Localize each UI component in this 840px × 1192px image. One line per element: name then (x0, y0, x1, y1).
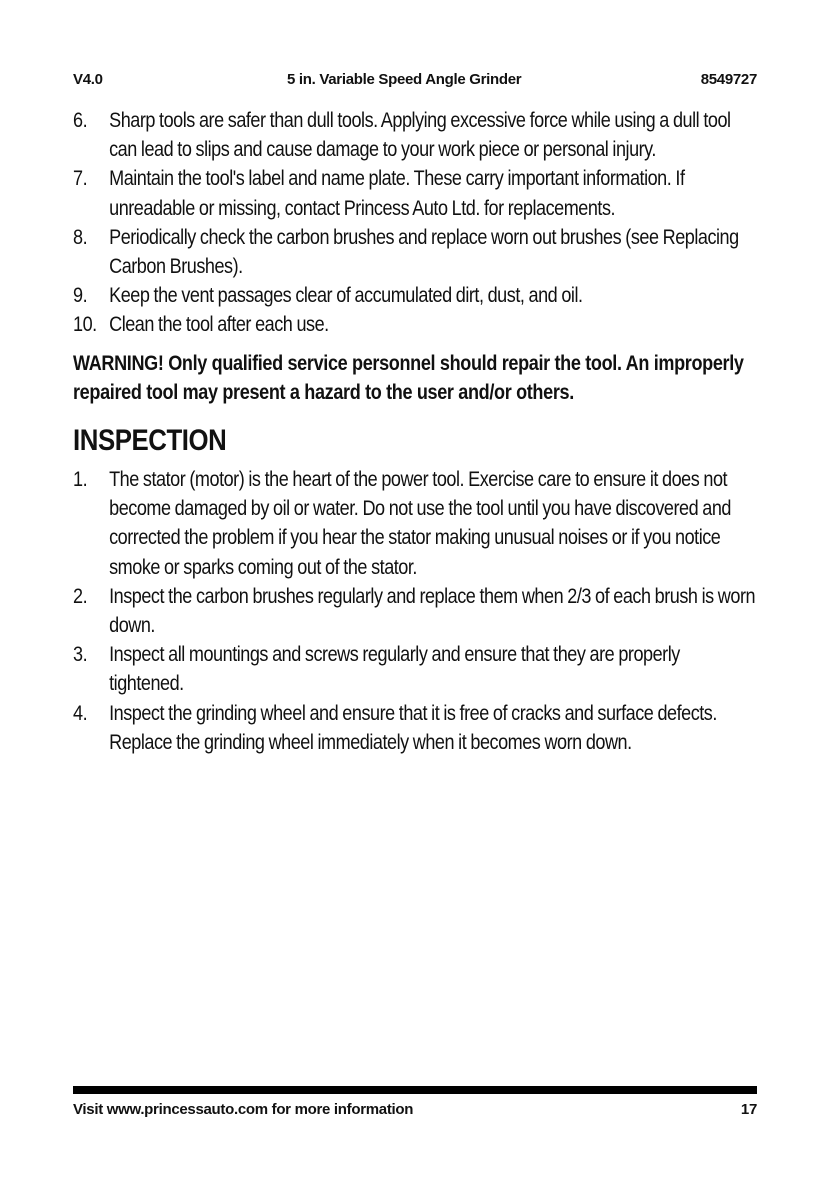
item-text: Clean the tool after each use. (109, 313, 329, 337)
item-text: Periodically check the carbon brushes and replace worn out brushes (see Replacing Carbon Brushes). (109, 225, 739, 279)
list-item (73, 106, 757, 164)
page-footer (73, 1100, 757, 1120)
document-title: 5 in. Variable Speed Angle Grinder (287, 71, 522, 88)
footer-divider (73, 1086, 757, 1094)
item-text: The stator (motor) is the heart of the power tool. Exercise care to ensure it does not become damaged by oil or water. Do not use the tool until you have discovered and corrected the problem if you hear the stator making unusual noises or if you notice smoke or sparks coming out of the stator. (109, 468, 731, 579)
item-number: 10. (73, 313, 97, 337)
item-text: Sharp tools are safer than dull tools. Applying excessive force while using a dull tool can lead to slips and cause damage to your work piece or personal injury. (109, 109, 731, 162)
page-number: 17 (740, 1101, 757, 1118)
repair-warning: WARNING! Only qualified service personnel should repair the tool. An improperly repaired tool may present a hazard to the user and/or others. (73, 351, 744, 404)
item-number: 7. (73, 167, 88, 191)
website-note: Visit www.princessauto.com for more information (73, 1101, 414, 1118)
item-number: 4. (73, 701, 88, 725)
list-item (73, 699, 757, 757)
inspection-heading: INSPECTION (73, 424, 227, 458)
item-text: Maintain the tool's label and name plate. These carry important information. If unreadable or missing, contact Princess Auto Ltd. for replacements. (109, 167, 685, 220)
inspection-list (73, 465, 757, 757)
item-number: 9. (73, 284, 88, 308)
item-text: Inspect the grinding wheel and ensure that it is free of cracks and surface defects. Replace the grinding wheel immediately when it becomes worn down. (109, 701, 717, 754)
item-number: 8. (73, 225, 88, 249)
item-number: 2. (73, 584, 88, 608)
list-item (73, 640, 757, 698)
list-item (73, 223, 757, 281)
item-text: Inspect all mountings and screws regularly and ensure that they are properly tightened. (109, 643, 680, 696)
list-item (73, 310, 757, 339)
model-number: 8549727 (700, 71, 757, 88)
item-number: 3. (73, 643, 88, 667)
item-text: Keep the vent passages clear of accumulated dirt, dust, and oil. (109, 284, 583, 308)
list-item (73, 582, 757, 640)
list-item (73, 281, 757, 310)
list-item (73, 164, 757, 222)
item-text: Inspect the carbon brushes regularly and replace them when 2/3 of each brush is worn down. (109, 584, 756, 638)
item-number: 1. (73, 468, 88, 492)
version-label: V4.0 (73, 71, 103, 88)
maintenance-list (73, 106, 757, 340)
list-item (73, 465, 757, 582)
manual-page (73, 0, 757, 1192)
page-header (73, 70, 757, 90)
page-body (73, 106, 757, 757)
item-number: 6. (73, 109, 88, 132)
